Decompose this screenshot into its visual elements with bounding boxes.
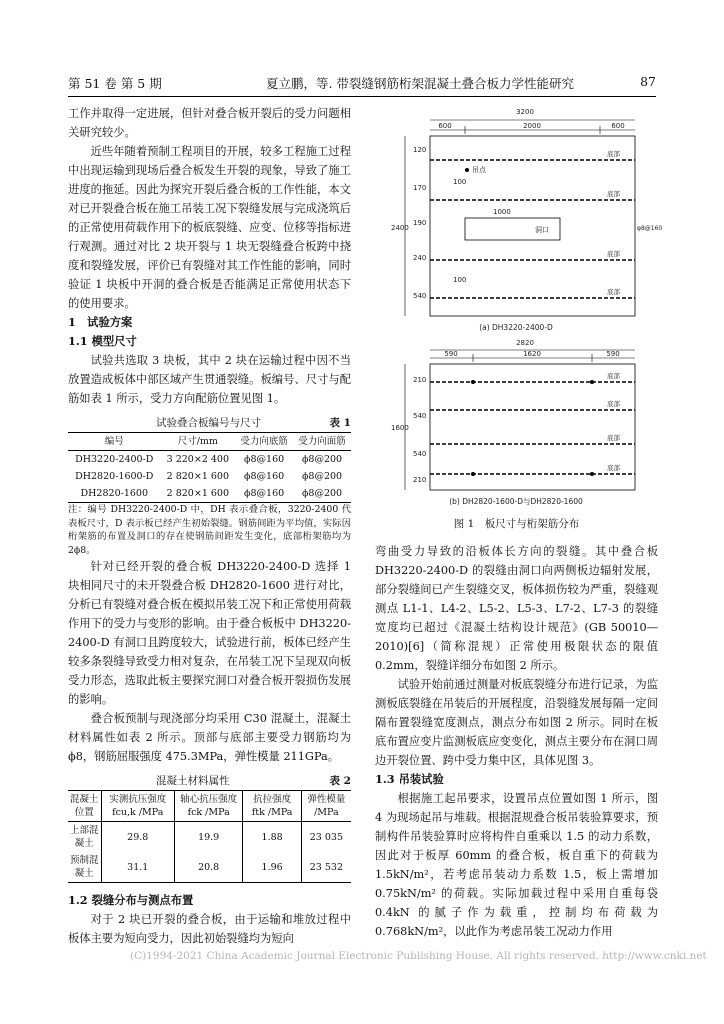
figure1 — [375, 100, 663, 538]
table1 — [68, 432, 351, 503]
dim-label: 210 — [413, 476, 427, 484]
table-header: 实测抗压强度 fcu,k /MPa — [101, 791, 174, 822]
table-header: 受力向底筋 — [235, 433, 293, 451]
dim-label: 100 — [453, 178, 467, 186]
table-header: 受力向面筋 — [293, 433, 351, 451]
paragraph: 弯曲受力导致的沿板体长方向的裂缝。其中叠合板 DH3220-2400-D 的裂缝由洞口向两侧板边辐射发展，部分裂缝间已产生裂缝交叉，板体损伤较为严重，裂缝观测点 L1-1、L4-2、L5-2、L5-3、L7-2、L7-3 的裂缝宽度均已超过《混凝土结构设计规范》(GB 50010—2010)[6]（简称混规）正常使用极限状态的限值 0.2mm，裂缝详细分布如图 2 所示。 — [375, 545, 658, 672]
table1-caption: 试验叠合板编号与尺寸 表 1 — [156, 417, 351, 429]
table-header: 弹性模量 /MPa — [301, 791, 351, 822]
table-header: 编号 — [68, 433, 161, 451]
dim-label: 590 — [606, 350, 620, 358]
copyright-watermark: (C)1994-2021 China Academic Journal Electronic Publishing House. All rights reserved. http://www.cnki.net — [130, 950, 707, 962]
dim-label: 190 — [413, 219, 427, 227]
dim-label: 240 — [413, 254, 427, 262]
running-header — [68, 70, 656, 94]
header-rule — [68, 96, 656, 97]
subcaption-a: (a) DH3220-2400-D — [479, 323, 553, 332]
right-column — [375, 542, 658, 941]
subsection-heading: 1.3 吊装试验 — [375, 772, 444, 786]
lift-point — [590, 380, 594, 384]
figure1-caption: 图 1 板尺寸与桁架筋分布 — [453, 518, 580, 530]
paragraph: 针对已经开裂的叠合板 DH3220-2400-D 选择 1 块相同尺寸的未开裂叠合板 DH2820-1600 进行对比，分析已有裂缝对叠合板在模拟吊装工况下和正常使用荷载作用下的受力与变形的影响。由于叠合板板中 DH3220-2400-D 有洞口且跨度较大，试验进行前，板体已经产生较多条裂缝导致受力相对复杂，在吊装工况下呈现双向板受力形态，选取此板主要探究洞口对叠合板开裂损伤发展的影响。 — [68, 560, 351, 706]
dim-label: 540 — [413, 412, 427, 420]
subsection-heading: 1.1 模型尺寸 — [68, 334, 137, 348]
table-row: DH2820-1600-D 2 820×1 600 ϕ8@160 ϕ8@200 — [75, 471, 343, 482]
paragraph: 叠合板预制与现浇部分均采用 C30 混凝土，混凝土材料属性如表 2 所示。顶部与底部主要受力钢筋均为 ϕ8，钢筋屈服强度 475.3MPa，弹性模量 211GPa。 — [68, 712, 351, 763]
table2-caption: 混凝土材料属性 表 2 — [156, 775, 351, 787]
lift-point — [471, 380, 475, 384]
dim-label: 2000 — [523, 122, 541, 130]
table-header: 抗拉强度 ftk /MPa — [243, 791, 301, 822]
bottom-label: 底部 — [607, 464, 620, 472]
dim-label: 120 — [413, 146, 427, 154]
section-heading: 1 试验方案 — [68, 315, 133, 329]
table2 — [68, 790, 351, 883]
bottom-label: 底部 — [607, 400, 620, 408]
dim-label: 540 — [413, 292, 427, 300]
table-row: DH3220-2400-D 3 220×2 400 ϕ8@160 ϕ8@200 — [75, 454, 343, 465]
dim-label: 1600 — [391, 424, 409, 432]
table1-note: 注：编号 DH3220-2400-D 中，DH 表示叠合板，3220-2400 代表板尺寸，D 表示板已经产生初始裂缝。钢筋间距为平均值，实际因桁架筋的布置及洞口的存在使钢筋间距发生变化，底部桁架筋均为 2ϕ8。 — [68, 504, 351, 556]
page-number: 87 — [640, 74, 656, 89]
dim-label: 1000 — [493, 208, 511, 216]
paragraph: 试验开始前通过测量对板底裂缝分布进行记录，为监测板底裂缝在吊装后的开展程度，沿裂缝发展每隔一定间隔布置裂缝宽度测点，测点分布如图 2 所示。同时在板底布置应变片监测板底应变变化，测点主要分布在洞口周边开裂位置、跨中受力集中区，具体见图 3。 — [375, 678, 658, 767]
table-row: DH2820-1600 2 820×1 600 ϕ8@160 ϕ8@200 — [68, 485, 351, 503]
paragraph: 根据施工起吊要求，设置吊点位置如图 1 所示，图 4 为现场起吊与堆载。根据混规叠合板吊装验算要求，预制构件吊装验算时应将构件自重乘以 1.5 的动力系数，因此对于板厚 60mm 的叠合板，板自重下的荷载为 1.5kN/m²，若考虑吊装动力系数 1.5，板上需增加 0.75kN/m² 的荷载。实际加载过程中采用自重每袋 0.4kN 的腻子作为载重，控制均布荷载为 0.768kN/m²，以此作为考虑吊装工况动力作用 — [375, 792, 658, 938]
bottom-label: 底部 — [607, 434, 620, 442]
lift-point — [465, 168, 469, 172]
paragraph: 对于 2 块已开裂的叠合板，由于运输和堆放过程中板体主要为短向受力，因此初始裂缝均为短向 — [68, 913, 351, 945]
bottom-label: 底部 — [607, 250, 620, 258]
opening-label: 洞口 — [535, 226, 549, 234]
slab-outline-b — [430, 364, 635, 490]
article-running-title: 夏立鹏，等. 带裂缝钢筋桁架混凝土叠合板力学性能研究 — [266, 76, 574, 91]
bottom-label: 底部 — [607, 288, 620, 296]
rebar-label: φ8@160 — [637, 225, 663, 232]
paragraph: 近些年随着预制工程项目的开展，较多工程施工过程中出现运输到现场后叠合板发生开裂的现象，导致了施工进度的拖延。因此为探究开裂后叠合板的工作性能，本文对已开裂叠合板在施工吊装工况下裂缝发展与完成浇筑后的正常使用荷载作用下的板底裂缝、应变、位移等指标进行观测。通过对比 2 块开裂与 1 块无裂缝叠合板跨中挠度和裂缝发展，评价已有裂缝对其工作性能的影响，同时验证 1 块板中开洞的叠合板是否能满足正常使用状态下的使用要求。 — [68, 145, 351, 310]
subsection-heading: 1.2 裂缝分布与测点布置 — [68, 893, 194, 907]
journal-issue: 第 51 卷 第 5 期 — [68, 76, 162, 91]
table-header: 尺寸/mm — [161, 433, 236, 451]
bottom-label: 底部 — [607, 190, 620, 198]
table-header: 混凝土位置 — [68, 791, 101, 822]
table-row: 预制混凝土 31.1 20.8 1.96 23 532 — [68, 852, 351, 883]
lift-point — [471, 472, 475, 476]
paragraph: 试验共选取 3 块板，其中 2 块在运输过程中因不当放置造成板体中部区域产生贯通裂缝。板编号、尺寸与配筋如表 1 所示，受力方向配筋位置见图 1。 — [68, 354, 351, 405]
table-header: 轴心抗压强度 fck /MPa — [174, 791, 243, 822]
dim-label: 1620 — [523, 350, 541, 358]
dim-label: 100 — [453, 276, 467, 284]
dim-label: 600 — [611, 122, 625, 130]
lift-point-label: 吊点 — [472, 166, 486, 174]
figure1-drawing — [375, 100, 663, 510]
table-row: 上部混凝土 29.8 19.9 1.88 23 035 — [68, 822, 351, 853]
dim-label: 170 — [413, 184, 427, 192]
dim-label: 2820 — [516, 339, 534, 347]
lift-point — [590, 472, 594, 476]
paragraph: 工作并取得一定进展，但针对叠合板开裂后的受力问题相关研究较少。 — [68, 107, 351, 139]
dim-label: 2400 — [391, 224, 409, 232]
dim-label: 540 — [413, 450, 427, 458]
subcaption-b: (b) DH2820-1600-D与DH2820-1600 — [449, 497, 583, 506]
dim-label: 590 — [444, 350, 458, 358]
bottom-label: 底部 — [607, 372, 620, 380]
bottom-label: 底部 — [607, 150, 620, 158]
dim-label: 600 — [438, 122, 452, 130]
dim-label: 3200 — [516, 108, 534, 116]
left-column — [68, 104, 351, 948]
dim-label: 210 — [413, 376, 427, 384]
